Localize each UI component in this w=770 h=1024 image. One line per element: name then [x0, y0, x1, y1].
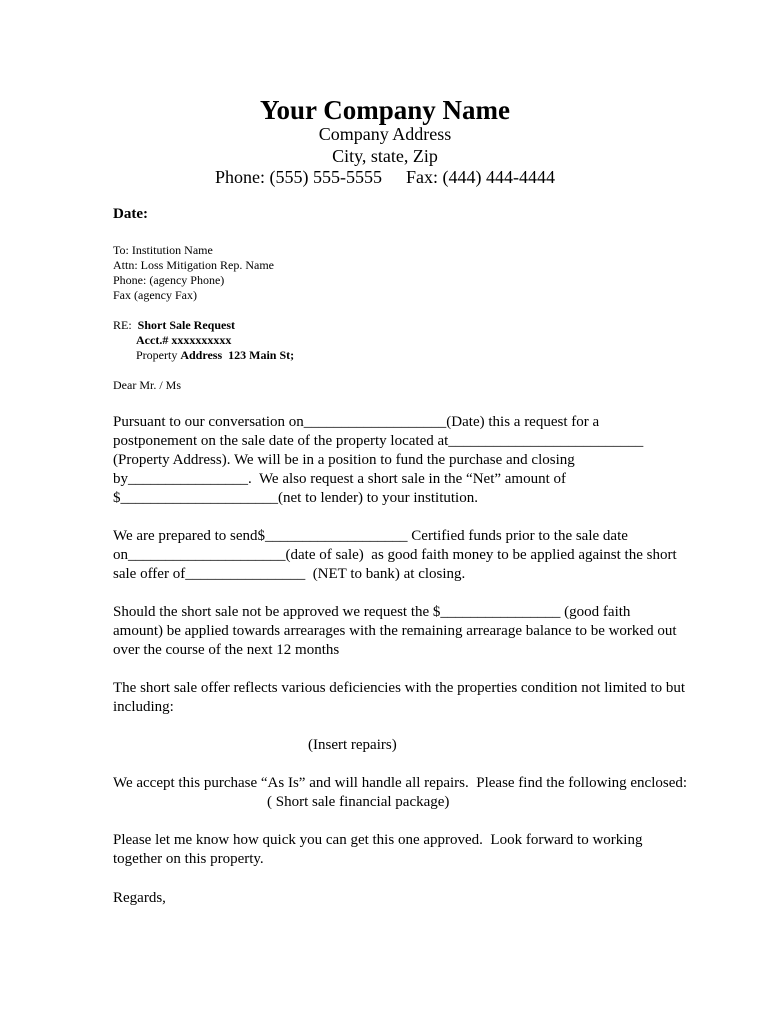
paragraph-1-line: by________________. We also request a short sale in the “Net” amount of [113, 471, 567, 487]
company-fax: Fax: (444) 444-4444 [406, 167, 555, 187]
salutation: Dear Mr. / Ms [113, 378, 181, 392]
recipient-fax: Fax (agency Fax) [113, 288, 197, 302]
recipient-phone: Phone: (agency Phone) [113, 273, 225, 287]
recipient-attn: Attn: Loss Mitigation Rep. Name [113, 258, 274, 272]
paragraph-4-line: including: [113, 699, 174, 715]
company-address: Company Address [318, 124, 452, 144]
paragraph-1-line: postponement on the sale date of the property located at__________________________ [113, 433, 644, 449]
closing: Regards, [113, 890, 166, 906]
re-line [113, 318, 235, 333]
paragraph-6-line: together on this property. [113, 851, 264, 867]
paragraph-1-line: (Property Address). We will be in a position to fund the purchase and closing [113, 452, 575, 468]
company-contact-line [0, 166, 770, 188]
date-label: Date: [113, 206, 148, 222]
paragraph-3-line: over the course of the next 12 months [113, 642, 340, 658]
paragraph-4-line: The short sale offer reflects various deficiencies with the properties condition not limited to but [113, 680, 686, 696]
re-subject: Short Sale Request [137, 318, 236, 332]
re-label: RE: [113, 318, 132, 332]
re-property-prefix: Property [136, 348, 178, 362]
re-property [136, 348, 294, 363]
paragraph-1-line: $_____________________(net to lender) to your institution. [113, 490, 478, 506]
re-property-address: Address 123 Main St; [180, 348, 295, 362]
re-account: Acct.# xxxxxxxxxx [136, 333, 232, 347]
paragraph-2-line: sale offer of________________ (NET to bank) at closing. [113, 566, 466, 582]
paragraph-5-line: We accept this purchase “As Is” and will handle all repairs. Please find the following enclosed: [113, 775, 688, 791]
enclosure-line: ( Short sale financial package) [267, 794, 450, 810]
company-phone: Phone: (555) 555-5555 [215, 167, 382, 187]
paragraph-1-line: Pursuant to our conversation on___________________(Date) this a request for a [113, 414, 600, 430]
company-city-state-zip: City, state, Zip [332, 146, 438, 166]
paragraph-3-line: amount) be applied towards arrearages with the remaining arrearage balance to be worked out [113, 623, 677, 639]
insert-repairs-placeholder: (Insert repairs) [308, 737, 397, 753]
paragraph-2-line: on_____________________(date of sale) as good faith money to be applied against the short [113, 547, 677, 563]
company-name: Your Company Name [259, 95, 510, 125]
recipient-to: To: Institution Name [113, 243, 213, 257]
paragraph-2-line: We are prepared to send$___________________ Certified funds prior to the sale date [113, 528, 628, 544]
paragraph-6-line: Please let me know how quick you can get this one approved. Look forward to working [113, 832, 643, 848]
paragraph-3-line: Should the short sale not be approved we request the $________________ (good faith [113, 604, 631, 620]
